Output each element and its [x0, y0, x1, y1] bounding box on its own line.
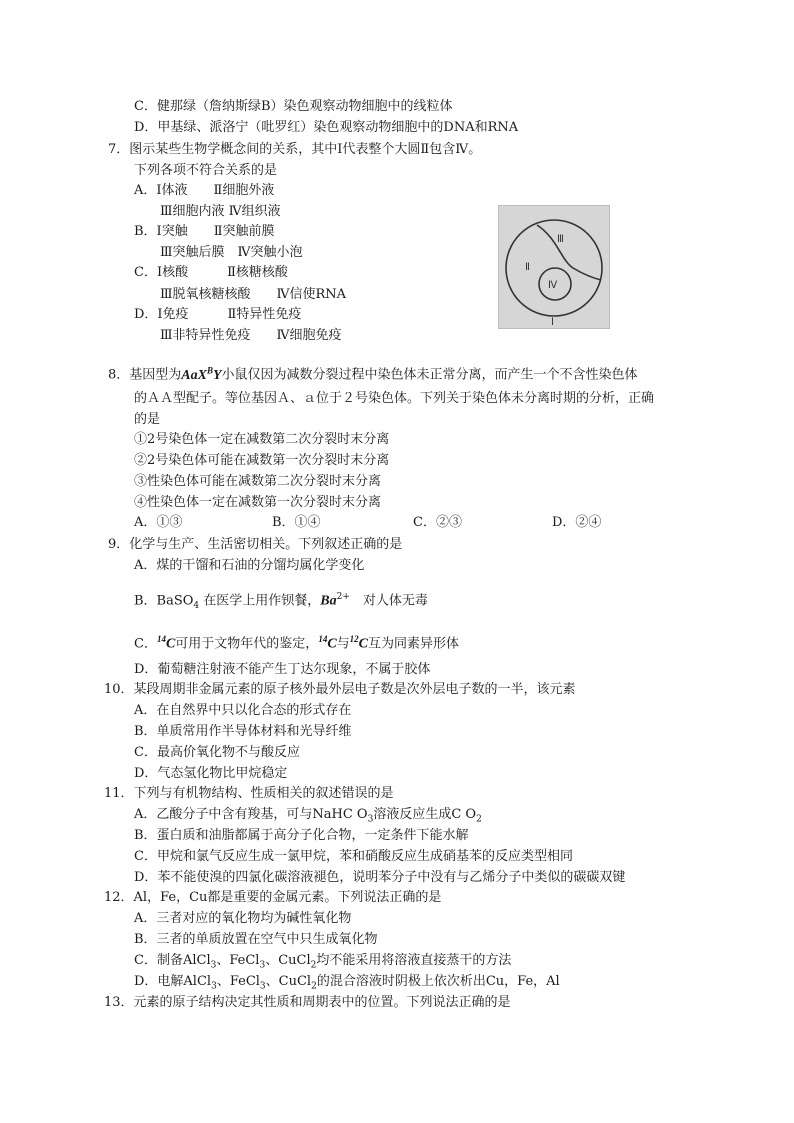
q7-option-c-2: Ⅲ脱氧核糖核酸 Ⅳ信使RNA [160, 287, 347, 302]
q8-number: 8．基因型为 [108, 367, 182, 383]
q9-b-charge: 2+ [336, 592, 350, 602]
concept-circle-diagram [498, 205, 610, 329]
q9-stem: 9．化学与生产、生活密切相关。下列叙述正确的是 [108, 537, 403, 552]
q12-d-text: D．电解AlCl [134, 974, 212, 989]
q8-statement-1: ①2号染色体一定在减数第二次分裂时末分离 [134, 432, 390, 447]
label-iv: Ⅳ [548, 280, 558, 291]
q8-stem-3: 的是 [134, 412, 161, 427]
q9-c-mass-2: 14 [318, 634, 328, 644]
q7-stem-2: 下列各项不符合关系的是 [134, 163, 278, 178]
q9-c-element-1: C [165, 636, 176, 652]
q9-b-mid: 在医学上用作钡餐， [199, 593, 321, 609]
q11-a-post: 溶液反应生成C O [373, 807, 477, 822]
q11-option-d: D．苯不能使溴的四氯化碳溶液褪色，说明苯分子中没有与乙烯分子中类似的碳碳双键 [134, 870, 626, 885]
genotype [181, 365, 222, 383]
q11-option-b: B．蛋白质和油脂都属于高分子化合物，一定条件下能水解 [134, 828, 469, 843]
q9-b-ion: Ba [320, 593, 337, 609]
q11-a-sub: 3 [367, 814, 374, 825]
q9-c-mass-1: 14 [156, 634, 166, 644]
q8-stem-rest: 小鼠仅因为减数分裂过程中染色体未正常分离，而产生一个不含性染色体 [221, 367, 638, 383]
q12-d-post: 的混合溶液时阴极上依次析出Cu，Fe，Al [316, 974, 560, 989]
q10-option-b: B．单质常用作半导体材料和光导纤维 [134, 724, 352, 739]
q12-d-sub-3: 2 [311, 981, 317, 992]
q11-option-a [134, 807, 482, 828]
q13-stem: 13．元素的原子结构决定其性质和周期表中的位置。下列说法正确的是 [104, 995, 511, 1010]
genotype-b: B [206, 365, 213, 375]
label-iii: Ⅲ [557, 234, 564, 245]
q8-statement-4: ④性染色体一定在减数第一次分裂时末分离 [134, 495, 382, 510]
q12-c-sub-2: 3 [259, 960, 266, 971]
q12-stem: 12．Al，Fe，Cu都是重要的金属元素。下列说法正确的是 [104, 890, 442, 905]
q8-stem [108, 362, 638, 384]
q11-a-text: A．乙酸分子中含有羧基，可与NaHC O [134, 807, 368, 822]
q8-statement-2: ②2号染色体可能在减数第一次分裂时末分离 [134, 453, 390, 468]
label-i: Ⅰ [551, 317, 554, 328]
q8-option-d: D．②④ [552, 515, 602, 530]
q12-option-a: A．三者对应的氧化物均为碱性氧化物 [134, 911, 352, 926]
q9-c-prefix: C． [134, 636, 157, 652]
q9-c-element-2: C [327, 636, 337, 652]
label-ii: Ⅱ [525, 262, 530, 273]
q12-c-post: 均不能采用将溶液直接蒸干的方法 [316, 953, 512, 968]
q9-option-d: D．葡萄糖注射液不能产生丁达尔现象，不属于胶体 [134, 662, 431, 677]
q12-d-sub-1: 3 [211, 981, 217, 992]
q10-stem: 10．某段周期非金属元素的原子核外最外层电子数是次外层电子数的一半，该元素 [104, 682, 576, 697]
q9-option-c [134, 631, 459, 652]
q9-option-a: A．煤的干馏和石油的分馏均属化学变化 [134, 558, 365, 573]
q10-option-d: D．气态氢化物比甲烷稳定 [134, 766, 288, 781]
q11-option-c: C．甲烷和氯气反应生成一氯甲烷，苯和硝酸反应生成硝基苯的反应类型相同 [134, 849, 573, 864]
q7-option-d: D．Ⅰ免疫 Ⅱ特异性免疫 [134, 307, 302, 322]
q7-option-b: B．Ⅰ突触 Ⅱ突触前膜 [134, 224, 275, 239]
q7-option-b-2: Ⅲ突触后膜 Ⅳ突触小泡 [160, 245, 303, 260]
q12-c-mid-2: 、CuCl [265, 953, 311, 968]
q7-option-a: A．Ⅰ体液 Ⅱ细胞外液 [134, 183, 275, 198]
q11-a-sub-2: 2 [476, 814, 482, 825]
q9-b-post: 对人体无毒 [349, 593, 428, 609]
q12-option-b: B．三者的单质放置在空气中只生成氧化物 [134, 932, 378, 947]
q9-option-b [134, 589, 428, 614]
q9-c-mass-3: 12 [349, 634, 359, 644]
q9-c-post: 互为同素异形体 [368, 636, 460, 652]
q12-c-sub-1: 3 [210, 960, 217, 971]
q7-option-d-2: Ⅲ非特异性免疫 Ⅳ细胞免疫 [160, 328, 342, 343]
q12-option-c [134, 953, 511, 974]
q12-c-text: C．制备AlCl [134, 953, 211, 968]
q8-option-c: C．②③ [413, 515, 462, 530]
genotype-aax: AaX [181, 367, 207, 383]
q7-option-c: C．Ⅰ核酸 Ⅱ核糖核酸 [134, 265, 288, 280]
q9-b-text: B．BaSO [134, 593, 194, 609]
divider-curve [537, 225, 601, 280]
genotype-y: Y [212, 367, 222, 383]
q10-option-a: A．在自然界中只以化合态的形式存在 [134, 703, 352, 718]
q8-option-b: B．①④ [272, 515, 321, 530]
q9-b-sub: 4 [193, 600, 200, 611]
q7-stem: 7．图示某些生物学概念间的关系，其中Ⅰ代表整个大圆Ⅱ包含Ⅳ。 [108, 142, 482, 157]
q8-stem-2: 的ＡＡ型配子。等位基因Ａ、ａ位于２号染色体。下列关于染色体未分离时期的分析，正确 [134, 391, 655, 406]
q6-option-c: C．健那绿（詹纳斯绿B）染色观察动物细胞中的线粒体 [134, 99, 453, 114]
q12-d-mid-2: 、CuCl [265, 974, 312, 989]
q8-option-a: A．①③ [134, 515, 183, 530]
q9-c-mid-1: 可用于文物年代的鉴定， [175, 636, 319, 652]
q9-c-element-3: C [358, 636, 369, 652]
q12-option-d [134, 974, 560, 995]
q7-option-a-2: Ⅲ细胞内液 Ⅳ组织液 [160, 204, 281, 219]
q8-statement-3: ③性染色体可能在减数第二次分裂时末分离 [134, 474, 382, 489]
q12-c-mid-1: 、FeCl [216, 953, 260, 968]
q6-option-d: D．甲基绿、派洛宁（吡罗红）染色观察动物细胞中的DNA和RNA [134, 120, 519, 135]
q12-c-sub-3: 2 [310, 960, 317, 971]
q11-stem: 11．下列与有机物结构、性质相关的叙述错误的是 [104, 786, 394, 801]
q9-c-mid-2: 与 [336, 636, 350, 652]
concept-circle-svg [499, 206, 609, 328]
q12-d-sub-2: 3 [259, 981, 266, 992]
q12-d-mid-1: 、FeCl [216, 974, 260, 989]
q10-option-c: C．最高价氧化物不与酸反应 [134, 745, 300, 760]
